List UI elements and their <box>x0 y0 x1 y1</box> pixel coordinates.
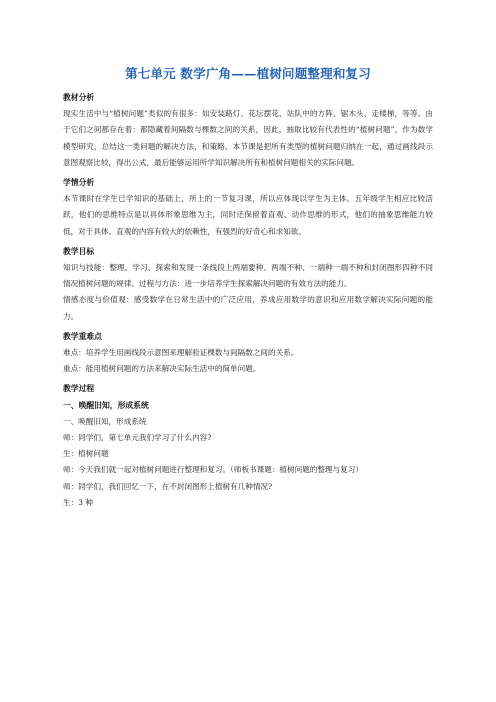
document-body <box>63 90 433 511</box>
paragraph: 本节课时在学生已学知识的基础上，所上的一节复习课，所以应体现以学生为主体。五年级学生相应比较活跃，他们的思维特点是以具体形象思维为主，同时还保留着直观、动作思维的形式，他们的抽象思维能力较低，对于具体、直观的内容有较大的依赖性，有强烈的好奇心和求知欲。 <box>63 194 433 236</box>
paragraph: 生：3 种 <box>63 497 94 507</box>
heading-student-analysis: 学情分析 <box>63 178 95 188</box>
paragraph: 难点：培养学生用画线段示意图来理解验证棵数与间隔数之间的关系。 <box>63 348 299 358</box>
paragraph: 知识与技能：整理、学习、探索和发现一条线段上两端要种、两端不种、一端种一端不种和封闭图形四种不同情况植树问题的规律。过程与方法：进一步培养学生探索解决问题的有效方法的能力。 <box>63 263 433 289</box>
paragraph: 一、唤醒旧知，形成系统 <box>63 416 147 426</box>
heading-key-points: 教学重难点 <box>63 331 102 341</box>
heading-teaching-goals: 教学目标 <box>63 246 95 256</box>
heading-step-one: 一、唤醒旧知，形成系统 <box>63 400 149 410</box>
document-title: 第七单元 数学广角——植树问题整理和复习 <box>125 66 371 81</box>
paragraph: 重点：能用植树问题的方法来解决实际生活中的简单问题。 <box>63 364 261 374</box>
heading-material-analysis: 教材分析 <box>63 93 95 102</box>
paragraph: 师：同学们，第七单元我们学习了什么内容? <box>63 433 212 443</box>
paragraph: 生：植树问题 <box>63 449 109 459</box>
paragraph: 师：今天我们就一起对植树问题进行整理和复习。（师板书课题：植树问题的整理与复习） <box>63 465 363 475</box>
paragraph: 现实生活中与“植树问题”类似的有很多：如安装路灯、花坛摆花、站队中的方阵、锯木头、走楼梯，等等。由于它们之间都存在着：都隐藏着间隔数与棵数之间的关系，因此，抽取比较有代表性的“植树问题”，作为数学模型研究，总结这一类问题的解决方法，和策略。本节课是把所有类型的植树问题归纳在一起，通过画线段示意图观察比较，得出公式，最后能够运用所学知识解决所有和植树问题相关的实际问题。 <box>63 109 433 167</box>
heading-teaching-process: 教学过程 <box>63 384 95 394</box>
paragraph: 师：同学们，我们回忆一下，在不封闭图形上植树有几种情况? <box>63 481 273 491</box>
paragraph: 情感态度与价值观：感受数学在日常生活中的广泛应用，养成应用数学的意识和应用数学解决实际问题的能力。 <box>63 295 433 321</box>
